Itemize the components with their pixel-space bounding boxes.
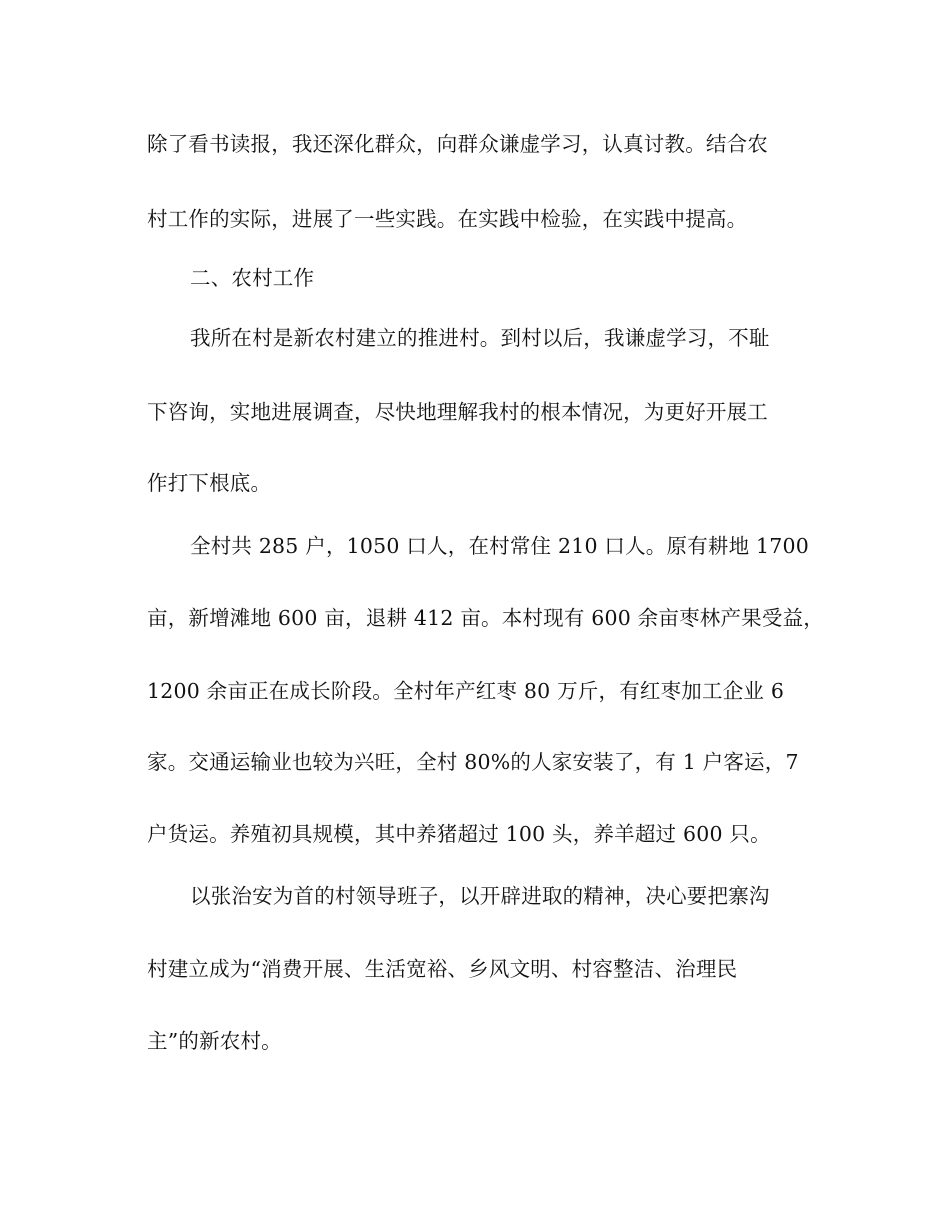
- paragraph-line: 家。交通运输业也较为兴旺，全村 80%的人家安装了，有 1 户客运，7: [147, 750, 799, 774]
- paragraph-line: 村工作的实际，进展了一些实践。在实践中检验，在实践中提高。: [147, 207, 748, 231]
- section-heading: 二、农村工作: [190, 266, 315, 290]
- paragraph-line: 作打下根底。: [147, 471, 272, 495]
- paragraph-line: 主”的新农村。: [147, 1029, 282, 1053]
- paragraph-line: 1200 余亩正在成长阶段。全村年产红枣 80 万斤，有红枣加工企业 6: [147, 679, 785, 703]
- paragraph-line: 户货运。养殖初具规模，其中养猪超过 100 头，养羊超过 600 只。: [147, 822, 771, 846]
- paragraph-line: 村建立成为“消费开展、生活宽裕、乡风文明、村容整洁、治理民: [147, 957, 738, 981]
- paragraph-line: 除了看书读报，我还深化群众，向群众谦虚学习，认真讨教。结合农: [147, 132, 768, 156]
- paragraph-line: 我所在村是新农村建立的推进村。到村以后，我谦虚学习，不耻: [190, 326, 770, 350]
- paragraph-line: 以张治安为首的村领导班子，以开辟进取的精神，决心要把寨沟: [190, 884, 770, 908]
- paragraph-line: 下咨询，实地进展调查，尽快地理解我村的根本情况，为更好开展工: [147, 400, 768, 424]
- paragraph-line: 全村共 285 户，1050 口人，在村常住 210 口人。原有耕地 1700: [190, 534, 809, 558]
- paragraph-line: 亩，新增滩地 600 亩，退耕 412 亩。本村现有 600 余亩枣林产果受益，: [147, 606, 824, 630]
